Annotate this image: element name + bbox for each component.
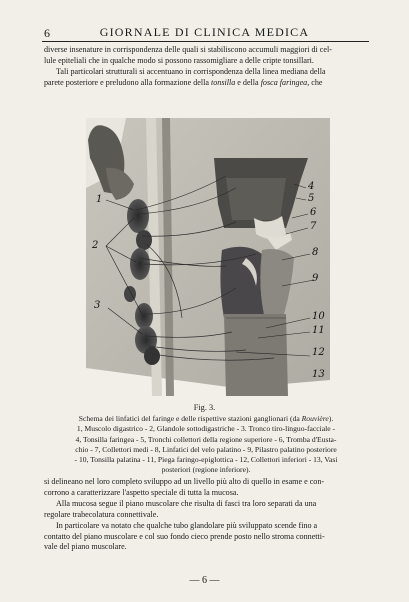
caption-line: posteriori (regione inferiore). (161, 465, 251, 475)
intro-paragraph (44, 45, 366, 89)
caption-line: - 10, Tonsilla palatina - 11, Piega faringo-epiglottica - 12, Collettori inferiori - 13, Vasi (74, 455, 338, 465)
body-line: regolare trabecolatura connettivale. (44, 509, 159, 519)
figure-number-7: 7 (310, 221, 317, 232)
journal-title: GIORNALE DI CLINICA MEDICA (99, 25, 310, 39)
caption-line: 4, Tonsilla faringea - 5, Tronchi collettori della regione superiore - 6, Tromba d'Eusta- (75, 434, 337, 444)
figure-number-12: 12 (312, 347, 325, 358)
figure-number-5: 5 (308, 193, 315, 204)
figure-label: Fig. 3. (193, 403, 216, 412)
intro-line: Tali particolari strutturali si accentuano in corrispondenza della linea mediana della (56, 66, 326, 76)
page-number: 6 (44, 26, 50, 40)
figure-number-3: 3 (94, 300, 101, 311)
figure-caption (56, 414, 356, 476)
figure-number-10: 10 (312, 311, 325, 322)
pharynx-lymphatics-illustration (86, 118, 330, 396)
figure-number-8: 8 (312, 247, 319, 258)
intro-line: lule epiteliali che in qualche modo si possono rassomigliare a delle cripte tonsillari. (44, 55, 314, 65)
page-footer-number: — 6 — (189, 575, 220, 586)
body-line: contatto del piano muscolare e col suo fondo cieco prende posto nello stroma connetti- (44, 531, 325, 541)
header-rule (42, 41, 369, 42)
caption-line: chio - 7, Collettori medi - 8, Linfatici del velo palatino - 9, Pilastro palatino posteriore (75, 444, 337, 454)
figure-number-9: 9 (312, 273, 319, 284)
body-line: vale del piano muscolare. (44, 542, 127, 552)
caption-text: ). (328, 414, 334, 423)
caption-text: Schema dei linfatici del faringe e delle rispettive stazioni ganglionari (da (78, 414, 302, 423)
body-line: Alla mucosa segue il piano muscolare che risulta di fasci tra loro separati da una (56, 498, 317, 508)
caption-line: 1, Muscolo digastrico - 2, Glandole sottodigastriche - 3. Tronco tiro-linguo-facciale - (76, 424, 336, 434)
caption-line (56, 414, 356, 424)
intro-text: parete posteriore e preludono alla formazione della (44, 77, 211, 87)
anatomical-figure (86, 118, 330, 396)
intro-text: e della (235, 77, 261, 87)
body-line: corrono a caratterizzare l'aspetto speciale di tutta la mucosa. (44, 487, 239, 497)
intro-line: diverse insenature in corrispondenza delle quali si stabiliscono accumuli maggiori di cel- (44, 45, 332, 54)
body-paragraph (44, 477, 366, 553)
body-line: In particolare va notato che qualche tubo glandolare più sviluppato scende fino a (56, 520, 318, 530)
figure-number-2: 2 (92, 240, 99, 251)
intro-line (44, 78, 366, 89)
tonsilla-term: tonsilla (210, 77, 236, 87)
caption-author: Rouvière (301, 414, 329, 423)
figure-number-6: 6 (310, 207, 317, 218)
fosca-term: fosca faringea (260, 77, 308, 87)
figure-number-11: 11 (312, 325, 325, 336)
intro-text: , che (307, 77, 323, 87)
figure-number-13: 13 (312, 369, 325, 380)
figure-number-1: 1 (96, 194, 103, 205)
figure-number-4: 4 (308, 181, 315, 192)
body-line: si delineano nel loro completo sviluppo ad un livello più alto di quello in esame e con- (44, 477, 325, 486)
